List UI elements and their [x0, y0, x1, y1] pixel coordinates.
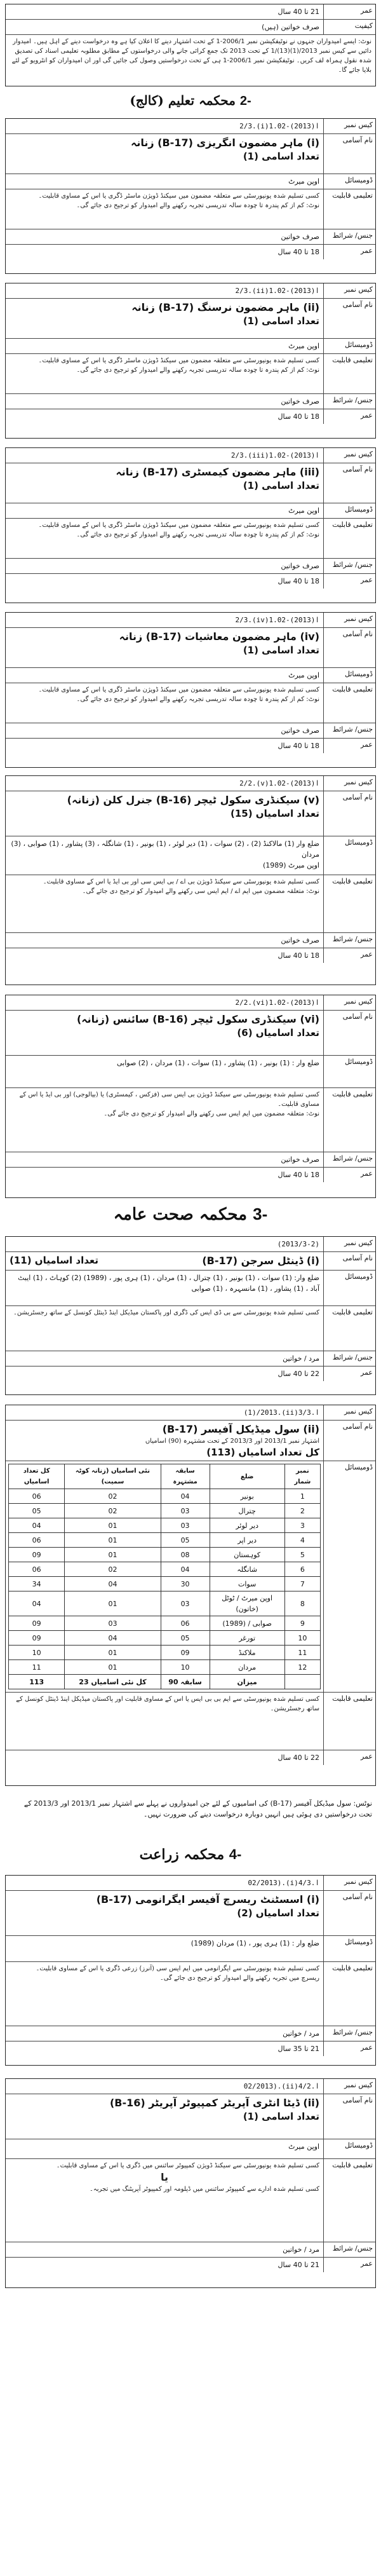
table-cell: شانگلہ	[210, 1562, 284, 1577]
case-no-label: کیس نمبر	[323, 448, 375, 463]
table-cell: 7	[284, 1577, 320, 1591]
notice-text: نوٹس: سول میڈیکل آفیسر (B-17) کی اسامیوں کے لئے جن امیدواروں نے پہلے سے اشتہار نمبر 2013/1 اور 2013/3 کے تحت درخواستیں دی ہوئی ہیں انہیں دوبارہ درخواست دینے کی ضرورت نہیں۔	[23, 1799, 372, 1818]
post-count: تعداد اسامیاں (2)	[237, 1907, 319, 1919]
qualification-value: کسی تسلیم شدہ یونیورسٹی سے ایگرانومی میں ایم ایس سی (آنرز) زرعی ڈگری یا اس کے مساوی قابلیت۔	[36, 1965, 319, 1972]
table-row	[9, 1577, 321, 1591]
age-label: عمر	[323, 574, 375, 589]
qualification-note: نوٹ: کم از کم پندرہ تا چودہ سالہ تدریسی تجربہ رکھنے والے امیدوار کو ترجیح دی جائے گی۔	[76, 696, 319, 703]
case-no-value: (2013/3-2)	[277, 1240, 319, 1248]
qualification-value: کسی تسلیم شدہ یونیورسٹی سے متعلقہ مضمون میں سیکنڈ ڈویژن ماسٹر ڈگری یا اس کے مساوی قابلیت۔	[38, 193, 319, 200]
domicile-note: اوپن میرٹ (1989)	[262, 861, 319, 869]
table-cell: 09	[9, 1616, 65, 1631]
post-name-label: نام آسامی	[323, 1252, 375, 1270]
remarks-value: صرف خواتین (ہیں)	[262, 23, 319, 31]
post-block-education-4	[5, 612, 376, 768]
table-row	[9, 1591, 321, 1616]
age-value: 22 تا 40 سال	[277, 1754, 319, 1762]
post-name-label: نام آسامی	[323, 1421, 375, 1461]
table-cell: 09	[161, 1646, 210, 1660]
table-row	[9, 1631, 321, 1646]
table-cell: صوابی / (1989)	[210, 1616, 284, 1631]
qualification-value: کسی تسلیم شدہ یونیورسٹی سے سیکنڈ ڈویژن بی ایس سی (فزکس ، کیمسٹری) یا (بیالوجی) اور بی ایڈ یا اس کے مساوی قابلیت۔	[19, 1091, 319, 1108]
table-cell: سوات	[210, 1577, 284, 1591]
domicile-value: اوپن میرٹ	[288, 177, 319, 186]
table-row	[9, 1660, 321, 1675]
table-row	[9, 1548, 321, 1562]
table-total-cell: 113	[9, 1675, 65, 1689]
gender-label: جنس/ شرائط	[323, 229, 375, 244]
table-cell: 04	[9, 1518, 65, 1533]
table-cell: 10	[9, 1646, 65, 1660]
post-count: تعداد اسامیاں (15)	[230, 808, 319, 819]
table-cell: 04	[65, 1577, 161, 1591]
post-name-label: نام آسامی	[323, 299, 375, 338]
section-title: محکمہ صحت عامہ	[113, 1205, 248, 1224]
table-total-cell: کل نئی اسامیاں 23	[65, 1675, 161, 1689]
age-label: عمر	[323, 409, 375, 424]
case-no-label: کیس نمبر	[323, 1876, 375, 1890]
table-cell: 06	[9, 1533, 65, 1548]
table-cell: بونیر	[210, 1489, 284, 1504]
gender-value: صرف خواتین	[281, 1155, 319, 1164]
age-value: 21 تا 40 سال	[277, 2261, 319, 2269]
table-total-row	[9, 1675, 321, 1689]
table-cell: 1	[284, 1489, 320, 1504]
table-cell: 06	[9, 1562, 65, 1577]
post-count: تعداد اسامیاں (6)	[237, 1027, 319, 1039]
gender-label: جنس/ شرائط	[323, 2026, 375, 2041]
gender-label: جنس/ شرائط	[323, 394, 375, 409]
post-count: تعداد اسامی (1)	[243, 151, 319, 162]
age-label: عمر	[323, 2258, 375, 2272]
domicile-label: ڈومیسائل	[323, 1461, 375, 1692]
gender-label: جنس/ شرائط	[323, 559, 375, 573]
section-number: -4	[229, 1846, 242, 1862]
post-name-label: نام آسامی	[323, 791, 375, 836]
qualification-label: تعلیمی قابلیت	[323, 683, 375, 723]
case-no-label: کیس نمبر	[323, 1405, 375, 1420]
post-block-data-entry-operator	[5, 2078, 376, 2288]
post-block-medical-officer	[5, 1405, 376, 1786]
table-cell: 03	[161, 1518, 210, 1533]
table-cell: 02	[65, 1489, 161, 1504]
table-cell: دیر اپر	[210, 1533, 284, 1548]
table-header-cell: نمبر شمار	[284, 1464, 320, 1489]
table-cell: 09	[9, 1548, 65, 1562]
post-name-label: نام آسامی	[323, 628, 375, 667]
section-number: -3	[253, 1204, 268, 1223]
qualification-value: کسی تسلیم شدہ یونیورسٹی سے متعلقہ مضمون میں سیکنڈ ڈویژن ماسٹر ڈگری یا اس کے مساوی قابلیت۔	[38, 357, 319, 364]
table-cell: 10	[161, 1660, 210, 1675]
table-cell: 3	[284, 1518, 320, 1533]
qualification-value: کسی تسلیم شدہ یونیورسٹی سے بی ڈی ایس کی ڈگری اور پاکستان میڈیکل اینڈ ڈینٹل کونسل کے ساتھ رجسٹریشن۔	[13, 1309, 319, 1316]
domicile-value: اوپن میرٹ	[288, 342, 319, 350]
table-cell: 8	[284, 1591, 320, 1616]
table-row	[9, 1616, 321, 1631]
post-count: تعداد اسامی (1)	[243, 480, 319, 491]
age-label: عمر	[323, 1168, 375, 1182]
case-no-label: کیس نمبر	[323, 613, 375, 627]
table-header-cell: ضلع	[210, 1464, 284, 1489]
age-value: 18 تا 40 سال	[277, 742, 319, 750]
age-label: عمر	[323, 4, 375, 19]
qualification-note: نوٹ: کم از کم پندرہ تا چودہ سالہ تدریسی تجربہ رکھنے والے امیدوار کو ترجیح دی جائے گی۔	[76, 202, 319, 209]
table-cell: 06	[161, 1616, 210, 1631]
post-block-education-2	[5, 283, 376, 439]
table-cell: 05	[9, 1504, 65, 1518]
domicile-label: ڈومیسائل	[323, 174, 375, 189]
post-count: تعداد اسامی (1)	[243, 644, 319, 656]
domicile-label: ڈومیسائل	[323, 503, 375, 518]
post-block-agri-research-officer	[5, 1875, 376, 2066]
post-title: (ii) ماہر مضمون نرسنگ (B-17) زنانہ	[131, 301, 319, 313]
qualification-value: کسی تسلیم شدہ یونیورسٹی سے سیکنڈ ڈویژن بی اے / بی ایس سی اور بی ایڈ یا اس کے مساوی قابلیت۔	[43, 878, 319, 885]
table-cell: 02	[65, 1562, 161, 1577]
table-cell: 06	[9, 1489, 65, 1504]
age-value: 18 تا 40 سال	[277, 248, 319, 256]
age-value: 18 تا 40 سال	[277, 577, 319, 585]
post-count: تعداد اسامی (1)	[243, 2111, 319, 2122]
post-name-label: نام آسامی	[323, 1891, 375, 1935]
age-value: 22 تا 40 سال	[277, 1370, 319, 1378]
domicile-value: اوپن میرٹ	[288, 671, 319, 679]
domicile-label: ڈومیسائل	[323, 1056, 375, 1087]
domicile-value: ضلع وار : (1) ہری پور ، (1) مردان (1989)	[190, 1939, 319, 1947]
case-no-value: 02/2013).(i)4/3.ا	[248, 1879, 319, 1887]
post-title: (i) ڈینٹل سرجن (B-17)	[202, 1255, 319, 1267]
table-cell: 12	[284, 1660, 320, 1675]
table-row	[9, 1562, 321, 1577]
table-total-cell: میزان	[210, 1675, 284, 1689]
table-cell: 34	[9, 1577, 65, 1591]
domicile-value: ضلع وار (1) مالاکنڈ (2) ، (2) سوات ، (1) دیر لوئر ، (1) بونیر ، (1) شانگلہ ، (3) پشاور ، (1) صوابی ، (3) مردان	[11, 840, 319, 859]
qualification-label: تعلیمی قابلیت	[323, 1693, 375, 1750]
age-value: 18 تا 40 سال	[277, 1171, 319, 1179]
qualification-label: تعلیمی قابلیت	[323, 354, 375, 393]
table-cell: چترال	[210, 1504, 284, 1518]
remarks-row	[6, 20, 375, 35]
intro-block	[5, 4, 376, 86]
post-name-label: نام آسامی	[323, 2094, 375, 2139]
table-total-cell	[284, 1675, 320, 1689]
post-block-sst-general	[5, 775, 376, 985]
table-row	[9, 1489, 321, 1504]
age-label: عمر	[323, 1366, 375, 1381]
qualification-note: نوٹ: متعلقہ مضمون میں ایم ایس سی رکھنے والے امیدوار کو ترجیح دی جائے گی۔	[104, 1110, 319, 1117]
table-cell: 03	[161, 1504, 210, 1518]
gender-value: مرد / خواتین	[283, 2029, 319, 2038]
domicile-value: اوپن میرٹ	[288, 2143, 319, 2151]
table-cell: ملاکنڈ	[210, 1646, 284, 1660]
table-cell: 10	[284, 1631, 320, 1646]
table-row	[9, 1533, 321, 1548]
table-cell: 5	[284, 1548, 320, 1562]
post-title: (i) ماہر مضمون انگریزی (B-17) زنانہ	[130, 137, 319, 149]
table-cell: 01	[65, 1591, 161, 1616]
post-block-sst-science	[5, 995, 376, 1198]
table-cell: اوپن میرٹ / ٹوٹل (خاتون)	[210, 1591, 284, 1616]
qualification-note: ریسرچ میں تجربہ رکھنے والے امیدوار کو ترجیح دی جائے گی۔	[159, 1975, 319, 1982]
gender-label: جنس/ شرائط	[323, 2242, 375, 2257]
table-header-cell: نئی اسامیاں (زنانہ کوٹہ سمیت)	[65, 1464, 161, 1489]
qualification-label: تعلیمی قابلیت	[323, 1306, 375, 1351]
table-cell: 09	[9, 1631, 65, 1646]
post-name-label: نام آسامی	[323, 463, 375, 503]
qualification-label: تعلیمی قابلیت	[323, 189, 375, 229]
age-label: عمر	[323, 2041, 375, 2056]
table-cell: 04	[161, 1562, 210, 1577]
gender-label: جنس/ شرائط	[323, 1351, 375, 1366]
table-row	[9, 1646, 321, 1660]
case-no-label: کیس نمبر	[323, 995, 375, 1010]
case-no-value: 2/2.(vi)1.ا(2013)-02	[235, 998, 319, 1007]
qualification-label: تعلیمی قابلیت	[323, 875, 375, 932]
domicile-label: ڈومیسائل	[323, 668, 375, 683]
gender-value: مرد / خواتین	[283, 1354, 319, 1363]
qualification-note: نوٹ: متعلقہ مضمون میں ایم اے / ایم ایس سی رکھنے والے امیدوار کو ترجیح دی جائے گی۔	[82, 888, 319, 895]
table-cell: 08	[161, 1548, 210, 1562]
qualification-note: نوٹ: کم از کم پندرہ تا چودہ سالہ تدریسی تجربہ رکھنے والے امیدوار کو ترجیح دی جائے گی۔	[76, 531, 319, 538]
gender-value: صرف خواتین	[281, 397, 319, 405]
gender-value: صرف خواتین	[281, 233, 319, 241]
table-cell: 04	[65, 1631, 161, 1646]
qualification-value: کسی تسلیم شدہ یونیورسٹی سے متعلقہ مضمون میں سیکنڈ ڈویژن ماسٹر ڈگری یا اس کے مساوی قابلیت۔	[38, 686, 319, 693]
remarks-label: کیفیت	[323, 20, 375, 34]
domicile-label: ڈومیسائل	[323, 1271, 375, 1305]
age-value: 18 تا 40 سال	[277, 412, 319, 421]
age-label: عمر	[323, 245, 375, 259]
table-cell: 01	[65, 1660, 161, 1675]
table-cell: 4	[284, 1533, 320, 1548]
table-cell: 11	[284, 1646, 320, 1660]
table-cell: 03	[65, 1616, 161, 1631]
qualification-value: کسی تسلیم شدہ یونیورسٹی سے متعلقہ مضمون میں سیکنڈ ڈویژن ماسٹر ڈگری یا اس کے مساوی قابلیت۔	[38, 522, 319, 529]
case-no-value: 02/2013).(ii)4/2.ا	[243, 2082, 319, 2090]
domicile-value: ضلع وار: (1) سوات ، (1) بونیر ، (1) چترال ، (1) مردان ، (1) ہری پور ، (1989) (2) کوہاٹ ، (1) ایبٹ آباد ، (1) پشاور ، (1) مانسہرہ ، (1) صوابی	[18, 1274, 319, 1293]
qualification-alt: کسی تسلیم شدہ ادارے سے کمپیوٹر سائنس میں ڈپلومہ اور کمپیوٹر آپریٹنگ میں تجربہ۔	[90, 2186, 319, 2193]
post-name-label: نام آسامی	[323, 134, 375, 174]
medical-notice	[5, 1796, 376, 1840]
post-title: (ii) ڈیٹا انٹری آپریٹر کمپیوٹر آپریٹر (B-16)	[109, 2097, 319, 2109]
gender-value: صرف خواتین	[281, 936, 319, 944]
qualification-note: نوٹ: کم از کم پندرہ تا چودہ سالہ تدریسی تجربہ رکھنے والے امیدوار کو ترجیح دی جائے گی۔	[76, 367, 319, 374]
post-count: کل تعداد اسامیاں (113)	[206, 1447, 319, 1458]
table-cell: 01	[65, 1533, 161, 1548]
table-cell: 04	[9, 1591, 65, 1616]
table-cell: 02	[65, 1504, 161, 1518]
table-cell: 11	[9, 1660, 65, 1675]
qualification-label: تعلیمی قابلیت	[323, 1088, 375, 1152]
domicile-label: ڈومیسائل	[323, 339, 375, 353]
qualification-label: تعلیمی قابلیت	[323, 2159, 375, 2242]
post-name-label: نام آسامی	[323, 1011, 375, 1055]
case-no-label: کیس نمبر	[323, 283, 375, 298]
section-title: محکمہ زراعت	[139, 1846, 225, 1863]
table-cell: 05	[161, 1533, 210, 1548]
intro-paragraph-row	[6, 35, 375, 77]
case-no-value: 2/2.(v)1.ا(2013)-02	[239, 779, 319, 787]
gender-label: جنس/ شرائط	[323, 723, 375, 738]
case-no-label: کیس نمبر	[323, 776, 375, 791]
table-cell: 01	[65, 1518, 161, 1533]
table-header-cell: کل تعداد اسامیاں	[9, 1464, 65, 1489]
table-cell: 03	[161, 1591, 210, 1616]
section-subtitle: (کالج)	[130, 93, 164, 108]
case-no-value: 2/3.(iii)1.ا(2013)-02	[231, 451, 319, 460]
gender-value: صرف خواتین	[281, 562, 319, 570]
gender-value: صرف خواتین	[281, 726, 319, 735]
section-heading-health	[5, 1204, 376, 1230]
qualification-label: تعلیمی قابلیت	[323, 1962, 375, 2026]
post-title: (vi) سیکنڈری سکول ٹیچر (B-16) سائنس (زنانہ)	[76, 1013, 319, 1025]
case-no-label: کیس نمبر	[323, 2079, 375, 2094]
table-row	[9, 1518, 321, 1533]
age-label: عمر	[323, 739, 375, 753]
gender-value: مرد / خواتین	[283, 2245, 319, 2254]
gender-label: جنس/ شرائط	[323, 1152, 375, 1167]
post-note: اشتہار نمبر 2013/1 اور 2013/3 کے تحت مشتہرہ (90) اسامیاں	[145, 1438, 319, 1445]
case-no-label: کیس نمبر	[323, 1237, 375, 1251]
gender-label: جنس/ شرائط	[323, 933, 375, 948]
table-cell: دیر لوئر	[210, 1518, 284, 1533]
table-cell: 2	[284, 1504, 320, 1518]
qualification-or: یا	[160, 2171, 168, 2183]
case-no-value: (1)/2013.(ii)3/3.ا	[243, 1408, 319, 1417]
table-cell: 9	[284, 1616, 320, 1631]
case-no-value: 2/3.(iv)1.ا(2013)-02	[235, 616, 319, 624]
section-heading-education	[5, 93, 376, 112]
table-cell: 30	[161, 1577, 210, 1591]
post-block-education-3	[5, 447, 376, 603]
table-total-cell: سابقہ 90	[161, 1675, 210, 1689]
section-heading-agriculture	[5, 1846, 376, 1869]
table-cell: 04	[161, 1489, 210, 1504]
district-table	[8, 1464, 321, 1689]
post-count: تعداد اسامی (1)	[243, 315, 319, 327]
table-cell: 01	[65, 1548, 161, 1562]
age-value: 18 تا 40 سال	[277, 951, 319, 960]
intro-paragraph: نوٹ: ایسے امیدواران جنہوں نے نوٹیفکیشن نمبر 2006/1-1 کے تحت اشتہار دینے کا اعلان کیا ہے وہ درخواست دینے کے اہل ہیں۔ امیدوار دائیں سے کیس نمبر 2013/(1)(13)/1 کے تحت 2013 تک جمع کرائی جانے والی درخواستوں کے مطابق مطلوبہ تعلیمی اسناد کی تصدیق شدہ نقول ہمراہ لف کریں۔ نوٹیفکیشن نمبر 2006/1-1 ہی کے تحت درخواستیں وصول کی جائیں گی اور ان امیدواران کو انٹرویو کے لئے بلایا جائے گا۔	[11, 38, 371, 74]
table-cell: مردان	[210, 1660, 284, 1675]
qualification-value: کسی تسلیم شدہ یونیورسٹی سے سیکنڈ ڈویژن کمپیوٹر سائنس میں ڈگری یا اس کے مساوی قابلیت۔	[56, 2162, 319, 2169]
age-label: عمر	[323, 948, 375, 963]
table-header-cell: سابقہ مشتہرہ	[161, 1464, 210, 1489]
post-title: (iv) ماہر مضمون معاشیات (B-17) زنانہ	[119, 630, 319, 643]
domicile-label: ڈومیسائل	[323, 836, 375, 875]
case-no-value: 2/3.(i)1.ا(2013)-02	[239, 122, 319, 130]
age-value: 21 تا 35 سال	[277, 2045, 319, 2053]
age-row	[6, 4, 375, 20]
case-no-label: کیس نمبر	[323, 119, 375, 133]
post-block-dental-surgeon	[5, 1236, 376, 1395]
table-row	[9, 1504, 321, 1518]
table-cell: 01	[65, 1646, 161, 1660]
post-title: (i) اسسٹنٹ ریسرچ آفیسر ایگرانومی (B-17)	[96, 1893, 319, 1905]
post-block-education-1	[5, 118, 376, 274]
post-count: تعداد اسامیاں (11)	[10, 1255, 99, 1266]
table-cell: تورغر	[210, 1631, 284, 1646]
table-cell: 05	[161, 1631, 210, 1646]
domicile-value: اوپن میرٹ	[288, 507, 319, 515]
table-cell: کوہستان	[210, 1548, 284, 1562]
section-number: -2	[239, 94, 251, 108]
table-cell: 6	[284, 1562, 320, 1577]
section-title: محکمہ تعلیم	[168, 93, 236, 108]
post-title: (ii) سول میڈیکل آفیسر (B-17)	[162, 1423, 319, 1435]
domicile-value: ضلع وار : (1) بونیر ، (1) پشاور ، (1) سوات ، (1) مردان ، (2) صوابی	[117, 1059, 319, 1067]
post-title: (v) سیکنڈری سکول ٹیچر (B-16) جنرل کلن (زنانہ)	[67, 794, 319, 806]
post-title: (iii) ماہر مضمون کیمسٹری (B-17) زنانہ	[116, 466, 319, 478]
domicile-label: ڈومیسائل	[323, 2139, 375, 2158]
age-label: عمر	[323, 1750, 375, 1765]
case-no-value: 2/3.(ii)1.ا(2013)-02	[235, 287, 319, 295]
qualification-value: کسی تسلیم شدہ یونیورسٹی سے ایم بی بی ایس یا اس کے مساوی قابلیت اور پاکستان میڈیکل اینڈ ڈینٹل کونسل کے ساتھ رجسٹریشن۔	[16, 1696, 319, 1712]
domicile-label: ڈومیسائل	[323, 1936, 375, 1961]
age-value: 21 تا 40 سال	[277, 8, 319, 16]
qualification-label: تعلیمی قابلیت	[323, 519, 375, 558]
